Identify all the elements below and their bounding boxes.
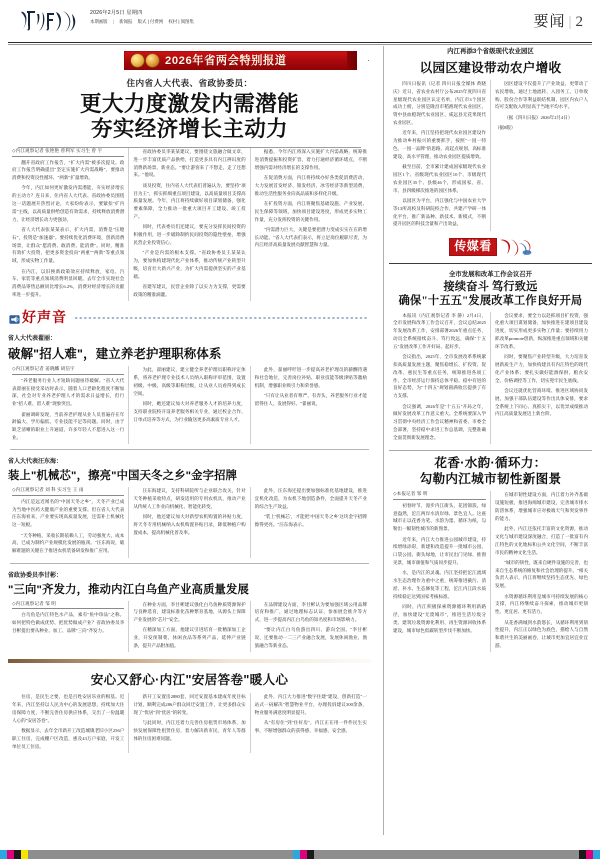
swatch-yellow (21, 850, 28, 859)
item-columns (8, 487, 371, 557)
item-headline: 装上"机械芯"，擦亮"中国天冬之乡"金字招牌 (8, 470, 238, 483)
paragraph: 会议还就优化营商环境、推进区域协同发展、加强干部队伍建设等作出具体安排，要求全系统上下同心、真抓实干，以优异成绩推动内江高质量发展迈上新台阶。 (495, 387, 588, 417)
paragraph: 四川日报讯（记者 四川日报全媒体 黄晓庆）近日，省农业农村厅公布2025年度四川省星级现代农业园区认定名单，内江市3个园区成功上榜，分别是隆昌市稻渔现代农业园区、资中县血橙现代农业园区、威远县无花果现代农业园区。 (393, 81, 486, 126)
feature-column-3 (250, 693, 371, 753)
story-headline-line1: 花香·水韵·循环力： (434, 456, 547, 471)
lead-headline (14, 92, 365, 141)
lead-column-1 (8, 148, 128, 301)
good-voice-item-2 (8, 456, 371, 557)
page-number: 2 (575, 14, 584, 30)
paragraph: "只有让从业者有尊严、有奔头，养老服务行业才能留得住人、发展得好。"翟丽说。 (254, 393, 367, 407)
paragraph: 同时，代表委员们还建议，要充分发挥民间投资的积极作用，进一步破除制约民间投资的隐性壁垒，增强民营企业投资信心。 (133, 224, 246, 245)
megaphone-icon (9, 312, 20, 323)
page-body (8, 46, 592, 835)
special-report-banner (124, 51, 356, 70)
paragraph: "产业是内需的根本支撑。"省政协委员王某某认为，要加快构建现代化产业体系，推动传统产业转型升级，培育壮大新兴产业，为扩大内需提供坚实的产业基础。 (133, 250, 246, 279)
feature-column-2 (128, 693, 249, 753)
story-headline-line2: 确保"十五五"发展改革工作良好开局 (398, 294, 583, 307)
good-voice-dotted-rule (75, 315, 369, 319)
paragraph: 同时，要聚焦产业转型升级，大力培育发展新质生产力，加快构建具有内江特色的现代化产业体系；要扎实做好能源保供、粮食安全、价格调控等工作，切实兜牢民生底线。 (495, 354, 588, 383)
paragraph: 翻开省政府工作报告，"扩大内需"被多次提及。政府工作报告明确提出"坚定实施扩大内需战略"，要推动消费和投资良性循环、"两新"扩量增效。 (12, 159, 125, 181)
lead-kicker: 住内省人大代表、省政协委员： (126, 78, 253, 88)
story-byline: ◇本报记者 邹 明 (393, 491, 486, 500)
story-column-1 (389, 491, 490, 652)
story-divider-thin (389, 450, 592, 451)
lead-headline-line2: 夯实经济增长主动力 (90, 116, 289, 141)
item-column-3 (250, 601, 371, 653)
item-column-1 (8, 601, 128, 653)
paragraph: "天冬种植、采收长期依赖人工，劳动强度大、成本高，已成为制约产业规模化发展的瓶颈。"汪东海说，破解难题的关键在于推进农机装备研发和推广应用。 (12, 532, 125, 554)
nav-separator: | (112, 19, 114, 25)
paragraph: 此外，内江大力推进"数字住建"建设，创新打造"一站式一码解决"智慧物业平台，办理投诉建议300余条，物业服务满意度明显提升。 (254, 694, 367, 715)
paragraph: 今年，内江如何更好激发内需潜能，夯实经济增长的主动力？连日来，住内省人大代表、省政协委员围绕这一话题展开热烈讨论，大家纷纷表示，要紧扣"扩内需"主线，以高质量供给创造有效需求，持续释放消费潜力，让经济增长动力更强劲。 (12, 185, 125, 222)
feature-separator (8, 659, 371, 663)
right-section (389, 46, 592, 835)
paragraph: （据《四川日报》2026年2月4日） (504, 114, 573, 120)
lead-byline: ◇内江观察记者 张艳艳 曾利军 实习生 曾 宇 (12, 148, 124, 157)
item-headline: 破解"招人难"，建立养老护理职称体系 (8, 347, 222, 362)
paragraph: 近年来，内江大力推进公园城市建设，持续增绿添彩，新建和改造提升一批城市公园、口袋公园、街头绿地，让市民出门见绿、推窗见景，城市颜值和气质同步提升。 (393, 536, 486, 566)
emblem-seal-icon (131, 54, 144, 67)
nav-item-0[interactable]: 本期画版 (90, 19, 108, 25)
nav-item-3[interactable]: 权村 | 阅图集 (168, 19, 194, 25)
gray-bar-segment-2 (314, 850, 579, 859)
right-story-3 (389, 456, 592, 652)
paragraph: "城市的韧性，既来自硬件设施的完善，也来自生态系统的修复和社会治理的提升。"相关负责人表示，内江将继续坚持生态优先、绿色发展。 (495, 559, 588, 589)
item-columns (8, 366, 371, 444)
paragraph: 本报讯（内江观察记者 李 静）2月4日，全市发展和改革工作会议召开，会议总结2025年发展改革工作，安排部署2026年重点任务，动员全系统接续奋斗、笃行致远，确保"十五五"发展改革工作开好局、起好步。 (393, 312, 486, 349)
lead-story-header (8, 77, 371, 141)
item-column-2 (128, 601, 249, 653)
item-kicker: 省政协委员李甘彬： (8, 572, 63, 579)
paragraph: 从花香满城到水韵悠长，从循环利用到韧性提升，内江正以绿色为底色，描绘人与自然和谐共生的美丽画卷，让城市更加宜居宜业宜游。 (495, 619, 588, 648)
paragraph: 新开工安置房2880套，回迁安置基本建成年度目标计划，顺利完成286户群众回迁安置工作，让更多群众实现了"忧居"到"优居"的转变。 (133, 694, 246, 715)
lead-headline-line1: 更大力度激发内需潜能 (79, 92, 299, 116)
paragraph: 住房，是民生之要，也是百姓安居乐业的根基。近年来，内江坚持以人民为中心的发展思想，持续加大住房保障力度，不断完善住房供应体系，交出了一份温暖人心的"安居答卷"。 (12, 694, 125, 723)
cmyk-registration-bar (0, 850, 600, 859)
column-divider (383, 46, 384, 835)
paragraph: 截至目前，全市累计建成国家级现代农业园区1个、省级现代农业园区10个、市级现代农业园区35个、县级46个，形成国家、省、市、县四级梯次推进的园区体系。 (393, 164, 486, 193)
paragraph: 同时，内江积极探索资源循环利用新路径，加快建设"无废城市"，推进生活垃圾分类、建筑垃圾资源化利用、再生资源回收体系建设，城市绿色低碳转型步伐不断加快。 (393, 604, 486, 633)
right-story-1 (389, 46, 592, 231)
lead-column-3 (250, 148, 371, 301)
swatch-magenta-2 (300, 850, 307, 859)
feature-columns (8, 693, 371, 753)
paragraph: 为此，翟丽建议，建立健全养老护理员职称评定体系，将养老护理专业技术人员纳入职称评审范围，设置初级、中级、高级等职称层级，让从业人员看得到成长空间。 (133, 367, 246, 396)
paragraph: 据悉，今年内江将深入实施扩大内需战略，统筹推进消费提振和投资扩容，着力打通经济循环堵点，不断增强内需对经济增长的支撑作用。 (254, 149, 367, 170)
lead-story-columns (8, 148, 371, 301)
paragraph: 汪东海建议，支持科研院所与企业联合攻关，针对天冬种植采收特点，研发适用的专用农机具，推动产业从传统人工作业向机械化、智能化转变。 (133, 488, 246, 509)
paragraph: 数据显示，去年全市新开工改造城镇老旧小区256户职工住房，完成棚户区改造，惠及43万户家庭，开发工单位员工住房。 (12, 728, 125, 749)
paragraph: 近年来，内江坚持把现代农业园区建设作为推动乡村振兴的重要抓手，按照"一园一特色、一园一品牌"的思路，高起点规划、高标准建设、高水平管理，推动农业园区提质增效。 (393, 130, 486, 159)
paragraph: 水资源循环利用是城市可持续发展的核心支撑，内江将继续奋斗探索，推动城市更韧性、更宜居、更有活力。 (495, 593, 588, 615)
story-kicker: 内江再添3个省级现代农业园区 (447, 48, 534, 55)
paragraph: "内需潜力巨大，关键是要把潜力变成实实在在的增长动能。"省人大代表们表示，将立足岗位履职尽责，为内江经济高质量发展贡献智慧和力量。 (254, 226, 367, 248)
special-report-banner-row (8, 50, 371, 70)
item-byline: ◇内江观察记者 刘 科 实习生 王 雨 (12, 487, 124, 496)
story-column-2 (490, 491, 592, 652)
swatch-magenta-3 (586, 850, 593, 859)
banner-trailing-rule (368, 60, 369, 61)
nav-item-2[interactable]: 版式 | 付费网 (137, 19, 164, 25)
paragraph: 内江是远近闻名的"中国天冬之乡"，天冬产业已成为当地中医药大健康产业的重要支撑。但在省人大代表汪东海看来，产业要实现高质量发展，还需补上机械化这一短板。 (12, 498, 125, 528)
paragraph: 从"有房住"到"住好房"，内江正在用一件件民生实事，不断增强群众的获得感、幸福感、安全感。 (254, 720, 367, 734)
item-kicker: 省人大代表翟丽： (8, 336, 57, 343)
paragraph: 翟丽调研发现，当前养老护理从业人员普遍存在年龄偏大、学历偏低、专业技能不足等问题。同时，由于缺乏清晰的职业上升通道，许多年轻人不愿进入这一行业。 (12, 411, 125, 440)
section-divider: | (568, 14, 573, 30)
swatch-black (14, 850, 21, 859)
paragraph: 在城市韧性建设方面，内江着力补齐基础设施短板，推进海绵城市建设，完善城市排水防涝体系，增强城市应对极端天气和突发事件的能力。 (495, 492, 588, 521)
paragraph: 水，是内江的灵魂。内江坚持把沱江流域水生态治理作为重中之重，统筹推进截污、清淤、补水、生态修复等工程，沱江内江段水质持续稳定达到国家考核标准。 (393, 570, 486, 599)
section-name: 要闻 (533, 14, 566, 30)
story-divider (389, 263, 592, 264)
item-columns (8, 601, 371, 653)
item-column-1 (8, 366, 128, 444)
paragraph: "养老服务行业人才短缺问题亟待破解。"省人大代表翟丽在接受采访时表示，随着人口老龄化程度不断加深，社会对专业养老护理人才的需求日益增长，但行业"招人难、留人难"现象突出。 (12, 377, 125, 407)
swatch-black-3 (579, 850, 586, 859)
paragraph: 白乌鱼是内江特色水产品，素有"鱼中珍品"之称。如何把特色做成优势、把优势做成产业？省政协委员李甘彬提出要从种业、加工、品牌"三向"齐发力。 (12, 612, 125, 633)
story-source: （据8版） (495, 125, 516, 131)
media-logo-wrap (389, 237, 592, 257)
paragraph: 在促消费方面，内江将持续办好各类促消费活动，大力发展首发经济、银发经济、冰雪经济等新型消费，推动生活性服务业向高品质和多样化升级。 (254, 174, 367, 196)
paragraph: 省政协委员李某某建议，要围绕文旅融合做文章，进一步丰富优质产品供给，打造更多具有内江辨识度的消费新场景、新业态。"要让游客来了不想走、走了还想来。"他说。 (133, 149, 246, 178)
emblem-seal-icon-secondary (146, 54, 159, 67)
story-columns (389, 312, 592, 445)
paragraph: 在种业方面，李甘彬建议强化白乌鱼种质资源保护与良种选育，建设标准化苗种繁育基地，从源头上保障产业发展的"芯片"安全。 (133, 601, 246, 623)
story-columns (389, 491, 592, 652)
left-section (8, 46, 378, 835)
item-column-2 (128, 366, 249, 444)
right-story-2 (389, 269, 592, 445)
paragraph: 会议强调，2026年是"十五五"开局之年，做好发展改革工作意义重大。全系统要深入学习贯彻中央经济工作会议精神和省委、市委全会部署，坚持稳中求进工作总基调，完整准确全面贯彻新发展理念。 (393, 403, 486, 440)
paragraph: 同时，她还建议加大对养老服务人才的培养力度，支持职业院校开设养老服务相关专业，通过校企合作、订单式培养等方式，为行业输送更多高素质专业人才。 (133, 401, 246, 422)
story-columns (389, 80, 592, 231)
good-voice-title: 好声音 (22, 309, 67, 326)
paragraph: 谈及投资，住内省人大代表们普遍认为，要坚持"项目为王"，抓实抓细重点项目建设，以高质量项目支撑高质量发展。今年，内江将持续做好项目谋划储备，强化要素保障，全力推动一批重大项目开工建设、竣工投产。 (133, 182, 246, 219)
item-kicker: 省人大代表汪东海： (8, 459, 63, 466)
paragraph: "装上'机械芯'，才能把'中国天冬之乡'这块金字招牌擦得更亮。"汪东海表示。 (254, 514, 367, 528)
swatch-cyan-2 (293, 850, 300, 859)
paragraph: 在品牌建设方面，李甘彬认为要加强区域公用品牌培育和推广，通过地理标志认证、参加展会推介等方式，进一步提高内江白乌鱼的知名度和市场影响力。 (254, 601, 367, 623)
paragraph: "要让内江白乌鱼游出四川、游向全国。"李甘彬说，还要推动一二三产业融合发展，发展休闲渔业、渔旅融合等新业态。 (254, 627, 367, 649)
nav-item-1[interactable]: 新闻报 (119, 19, 133, 25)
masthead-dateblock (90, 4, 198, 25)
paragraph: 省建军建议，民营企业除了以实力为支撑，更需要政策的精准滴灌。 (133, 284, 246, 297)
paragraph: 在精深加工方面，他建议引进培育一批精深加工企业，开发预制菜、休闲食品等系列产品，延伸产业链条，提升产品附加值。 (133, 627, 246, 649)
feature-column-1 (8, 693, 128, 753)
item-column-3 (250, 366, 371, 444)
item-byline: ◇内江观察记者 姜晓麟 胡信宇 (12, 366, 124, 375)
swatch-magenta (7, 850, 14, 859)
section-separator (10, 449, 369, 450)
story-headline-line1: 接续奋斗 笃行致远 (443, 280, 538, 293)
paragraph: 同时，他还建议加大对新型农机购置的补贴力度，将天冬专用机械纳入农机购置补贴目录，降低种植户购置成本，提高机械化普及率。 (133, 514, 246, 535)
paragraph: 会议要求，要全力以赴抓项目扩投资，强化重大项目谋划储备，加快推进在建项目建设进度，切实形成更多实物工作量；要持续用力抓改革promote创新，纵深推进重点领域和关键环节改革。 (495, 312, 588, 349)
story-headline-line2: 勾勒内江城市韧性新图景 (419, 472, 562, 487)
story-column-1 (389, 312, 490, 445)
feature-story (8, 669, 371, 753)
feature-headline: 安心又舒心·内江"安居答卷"暖人心 (90, 673, 289, 688)
story-column-2 (490, 80, 592, 231)
swatch-black-2 (307, 850, 314, 859)
item-byline: ◇内江观察记者 邹 明 (12, 601, 124, 610)
story-headline: 以园区建设带动农户增收 (419, 61, 562, 75)
swatch-cyan-3 (593, 850, 600, 859)
publication-date: 2026年2月5日 星期四 (90, 10, 143, 16)
paragraph: 在扩投资方面，内江将聚焦基础设施、产业发展、民生保障等领域，加快项目建设进度，形成更多实物工作量，充分发挥投资的关键作用。 (254, 200, 367, 222)
swatch-cyan (0, 850, 7, 859)
lead-column-2 (128, 148, 249, 301)
paragraph: 省人大代表张某某表示，扩大内需，消费是"压舱石"，投资是"加速器"。要持续优化消费环境，创新消费场景，让群众"愿消费、敢消费、能消费"。同时，精准有效扩大投资，把更多资金投向"两重""两新"等重点领域，形成实物工作量。 (12, 227, 125, 264)
good-voice-item-1 (8, 333, 371, 444)
paper-logo[interactable] (18, 4, 80, 34)
paragraph: 会议指出，2025年，全市发展改革系统紧扣高质量发展主题，聚焦稳增长、扩投资、促改革、惠民生等重点任务，统筹推进各项工作，全市经济运行保持总体平稳、稳中有进的良好态势，为"十四五"规划圆满收官提供了有力支撑。 (393, 354, 486, 399)
masthead-rule (8, 42, 592, 43)
good-voice-header (8, 307, 371, 327)
paragraph: 在内江，以旧换新政策效应持续释放，家电、汽车、家装等重点领域消费明显回暖。去年全市实现社会消费品零售总额同比增长6.2%，消费对经济增长的贡献率进一步提升。 (12, 268, 125, 297)
gray-bar-segment (28, 850, 293, 859)
logo-box-label: 传媒看 (449, 238, 497, 256)
paragraph: 初春时节，漫步内江街头，花团锦簇、绿意盎然，沱江两岸水清岸绿、景色宜人。这座城市正以花香为笔、水韵为墨、循环为纸，勾勒出一幅韧性城市的新图景。 (393, 502, 486, 532)
paragraph: 园区建设不仅提升了产业效益，更带动了农民增收。通过土地流转、入园务工、订单收购、股份合作等利益联结机制，园区内农户人均可支配收入明显高于当地平均水平。 (495, 81, 588, 110)
story-column-2 (490, 312, 592, 445)
masthead (0, 0, 600, 42)
item-column-2 (128, 487, 249, 557)
paragraph: 此外，内江还依托丰富的文化资源，推动文化与城市建设深度融合，打造了一批富有内江特色的文化地标和公共文化空间，不断丰富市民的精神文化生活。 (495, 526, 588, 555)
paragraph: 与此同时，内江还着力完善住房租赁市场体系，加快发展保障性租赁住房，着力解决新市民、青年人等群体的住房困难问题。 (133, 720, 246, 741)
item-column-3 (250, 487, 371, 557)
paragraph: 此外，汪东海还提出要加强标准化基地建设，推进宜机化改造，为农机下地创造条件，全面提升天冬产业的综合生产效益。 (254, 488, 367, 509)
banner-label: 2026年省两会特别报道 (165, 55, 287, 67)
item-headline: "三向"齐发力，推动内江白乌鱼产业高质量发展 (8, 583, 250, 596)
good-voice-item-3 (8, 570, 371, 653)
story-kicker: 全市发展和改革工作会议召开 (448, 270, 533, 278)
masthead-nav[interactable] (90, 19, 198, 25)
section-separator (10, 563, 369, 564)
item-column-1 (8, 487, 128, 557)
paragraph: 此外，翟丽呼吁进一步提高养老护理员的薪酬待遇和社会地位，完善岗位补贴、职业技能等级津贴等激励机制，增强职业吸引力和荣誉感。 (254, 367, 367, 388)
section-identifier (533, 4, 592, 31)
chuanmei-kan-neijiang-logo (449, 237, 532, 257)
paragraph: 以园区为平台，内江强化与中国农业大学等13所高校及科研院校合作，共建产学研一体化平台，推广新品种、新技术、新模式，不断提升园区的科技含量和产出效益。 (393, 197, 486, 227)
logo-script-mark (498, 237, 532, 257)
story-column-1 (389, 80, 490, 231)
